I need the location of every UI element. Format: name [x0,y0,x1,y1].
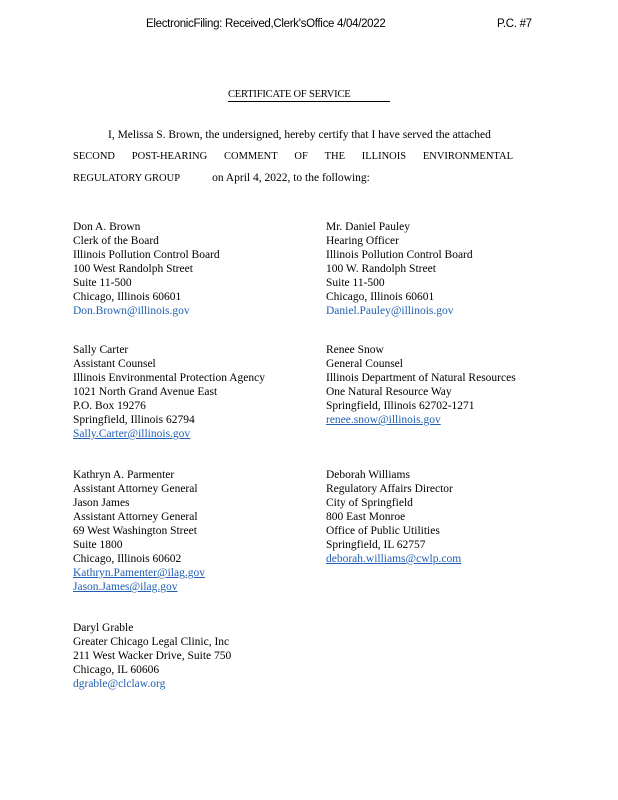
recipient-line: Clerk of the Board [73,235,159,247]
recipient-line: Chicago, Illinois 60601 [73,291,182,303]
recipient-line: Greater Chicago Legal Clinic, Inc [73,636,230,648]
intro-word: SECOND [73,151,116,162]
recipient-line: One Natural Resource Way [326,386,452,398]
recipient-line: Chicago, IL 60606 [73,664,160,676]
recipient-line: General Counsel [326,358,403,370]
recipient-block [73,621,231,691]
intro-word: POST-HEARING [131,151,208,162]
email-link[interactable]: Daniel.Pauley@illinois.gov [326,305,454,317]
filing-stamp: ElectronicFiling: Received,Clerk'sOffice 4/04/2022 [146,18,386,30]
recipient-name: Sally Carter [73,344,129,356]
recipient-line: Suite 11-500 [326,277,385,289]
email-link[interactable]: Don.Brown@illinois.gov [73,305,190,317]
recipient-line: Assistant Counsel [73,358,156,370]
recipient-name: Don A. Brown [73,221,141,233]
email-link[interactable]: dgrable@clclaw.org [73,678,166,690]
recipient-line: 800 East Monroe [326,511,406,523]
email-link[interactable]: Jason.James@ilag.gov [73,581,178,593]
intro-word: COMMENT [223,151,278,162]
recipient-line: Assistant Attorney General [73,511,198,523]
recipient-line: Chicago, Illinois 60601 [326,291,435,303]
recipient-line: Chicago, Illinois 60602 [73,553,182,565]
recipient-block [73,220,220,318]
recipient-line: Illinois Pollution Control Board [73,249,220,261]
document-title-text: CERTIFICATE OF SERVICE [228,89,351,100]
recipient-line: P.O. Box 19276 [73,400,146,412]
recipient-name: Deborah Williams [326,469,410,481]
email-link[interactable]: Sally.Carter@illinois.gov [73,428,191,440]
email-link[interactable]: Kathryn.Pamenter@ilag.gov [73,567,205,579]
intro-line-3-rest: on April 4, 2022, to the following: [212,172,370,184]
recipient-block [73,468,205,594]
intro-word: ENVIRONMENTAL [422,151,513,162]
recipient-line: Hearing Officer [326,235,399,247]
email-link[interactable]: renee.snow@illinois.gov [326,414,441,426]
recipient-line: Office of Public Utilities [326,525,440,537]
recipient-block [326,343,516,427]
intro-word: ILLINOIS [361,151,407,162]
recipient-line: Assistant Attorney General [73,483,198,495]
intro-line-3 [73,171,513,186]
recipient-line: Illinois Pollution Control Board [326,249,473,261]
recipient-line: Springfield, Illinois 62702-1271 [326,400,475,412]
recipient-block [326,220,473,318]
intro-word: OF [294,151,308,162]
recipient-line: 1021 North Grand Avenue East [73,386,218,398]
recipient-name: Jason James [73,497,130,509]
recipient-block [73,343,265,441]
recipient-line: Springfield, Illinois 62794 [73,414,195,426]
recipient-line: Illinois Department of Natural Resources [326,372,516,384]
intro-word: THE [324,151,346,162]
recipient-line: Springfield, IL 62757 [326,539,426,551]
recipient-name: Mr. Daniel Pauley [326,221,410,233]
recipient-name: Kathryn A. Parmenter [73,469,175,481]
intro-line-2 [73,150,513,164]
intro-line-3-start: REGULATORY GROUP [73,173,181,184]
recipient-line: 100 West Randolph Street [73,263,193,275]
email-link[interactable]: deborah.williams@cwlp.com [326,553,462,565]
recipient-line: Suite 1800 [73,539,123,551]
recipient-line: Regulatory Affairs Director [326,483,453,495]
recipient-name: Renee Snow [326,344,384,356]
recipient-line: 69 West Washington Street [73,525,197,537]
recipient-line: City of Springfield [326,497,413,509]
recipient-line: 211 West Wacker Drive, Suite 750 [73,650,232,662]
intro-line-1: I, Melissa S. Brown, the undersigned, hereby certify that I have served the attached [108,129,491,141]
recipient-line: Illinois Environmental Protection Agency [73,372,265,384]
page-header [0,18,618,34]
recipient-line: 100 W. Randolph Street [326,263,436,275]
public-comment-number: P.C. #7 [497,18,532,30]
recipient-name: Daryl Grable [73,622,134,634]
recipient-block [326,468,461,566]
document-title [228,88,390,102]
recipient-line: Suite 11-500 [73,277,132,289]
